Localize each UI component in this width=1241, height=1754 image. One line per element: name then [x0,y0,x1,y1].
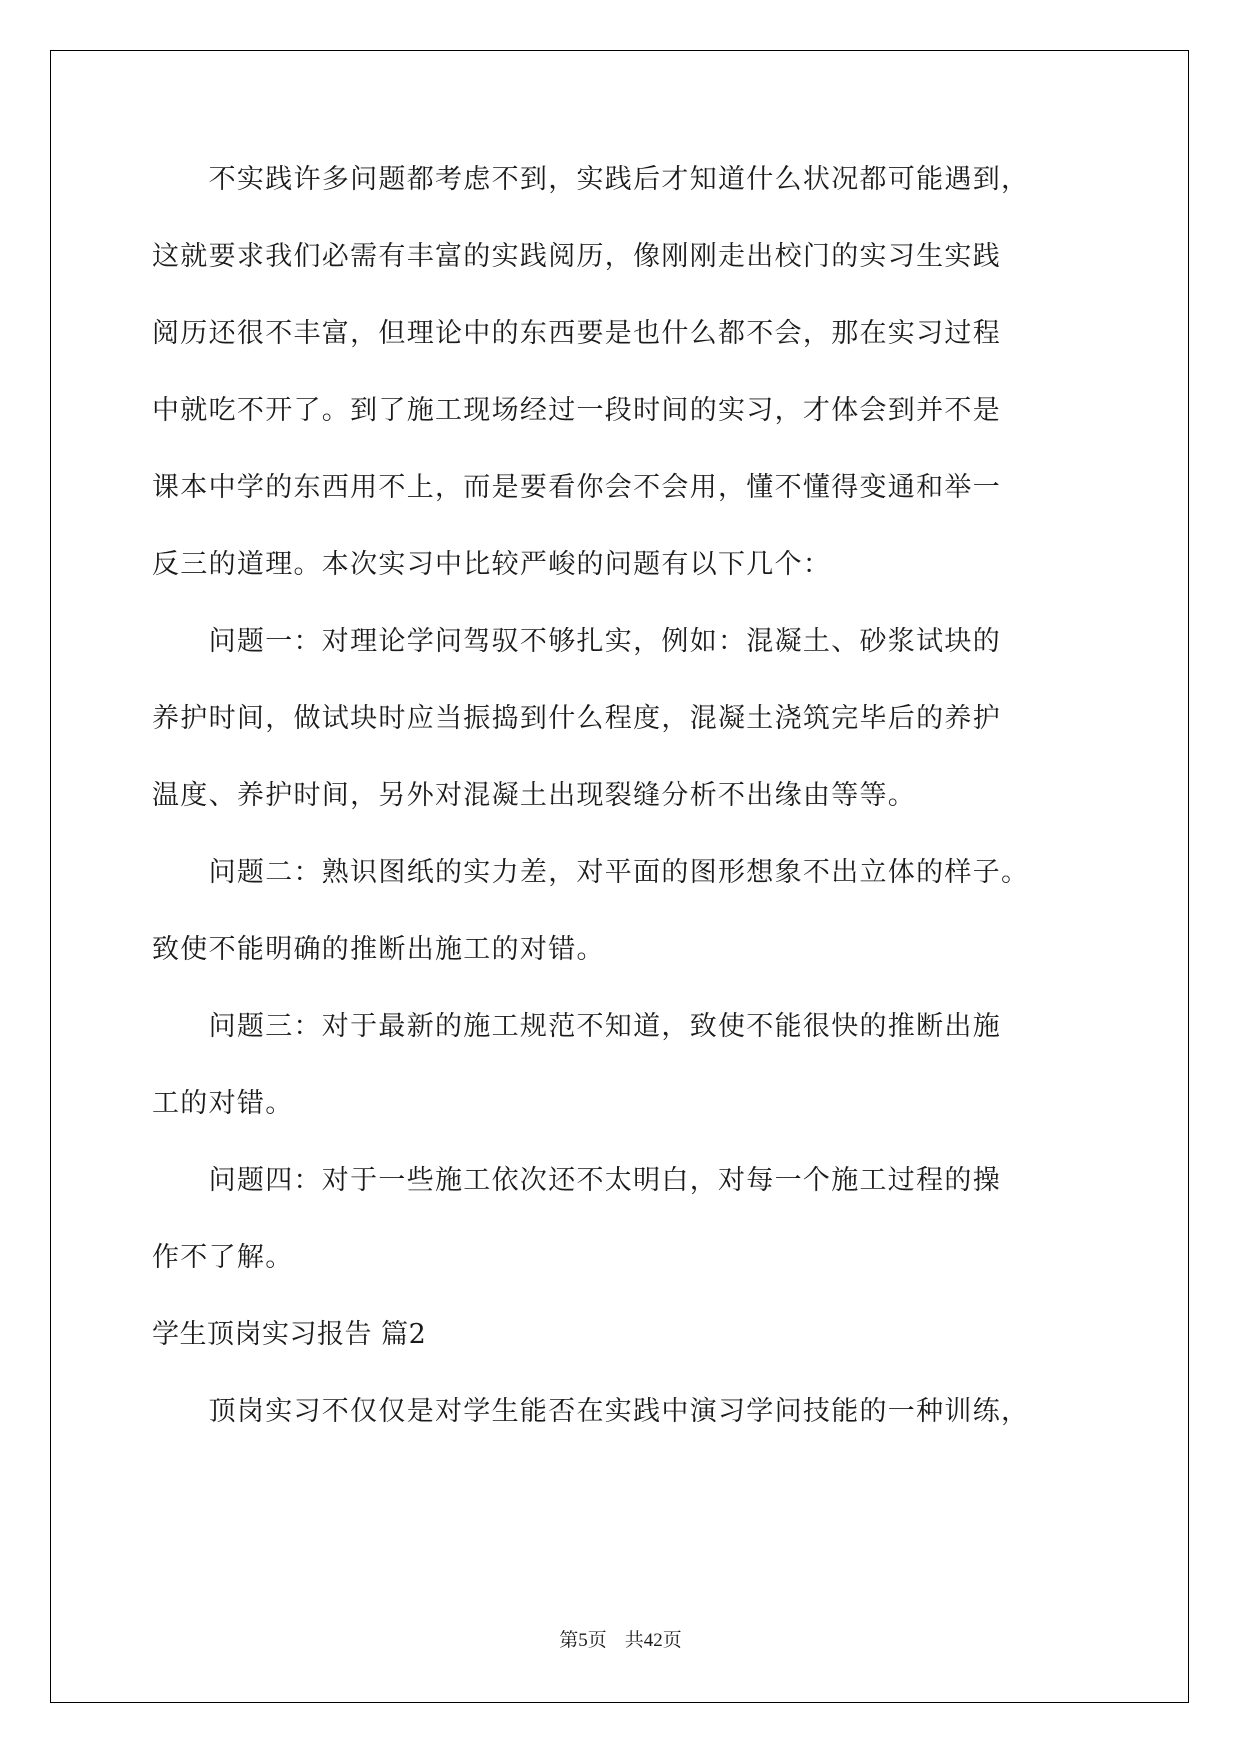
page-footer [0,1625,1241,1652]
page-total: 共42页 [624,1630,682,1651]
body-line: 养护时间，做试块时应当振捣到什么程度，混凝土浇筑完毕后的养护 [152,703,1001,734]
body-line: 温度、养护时间，另外对混凝土出现裂缝分析不出缘由等等。 [152,780,917,811]
body-line: 中就吃不开了。到了施工现场经过一段时间的实习，才体会到并不是 [152,395,1001,426]
body-line: 致使不能明确的推断出施工的对错。 [152,934,605,965]
body-line: 问题二：熟识图纸的实力差，对平面的图形想象不出立体的样子。 [152,857,1030,888]
body-line: 反三的道理。本次实习中比较严峻的问题有以下几个： [152,549,832,580]
body-line: 不实践许多问题都考虑不到，实践后才知道什么状况都可能遇到， [152,164,1030,195]
body-line: 阅历还很不丰富，但理论中的东西要是也什么都不会，那在实习过程 [152,318,1001,349]
body-line: 问题四：对于一些施工依次还不太明白，对每一个施工过程的操 [152,1165,1001,1196]
section-heading: 学生顶岗实习报告 篇2 [152,1319,427,1350]
body-line: 问题三：对于最新的施工规范不知道，致使不能很快的推断出施 [152,1011,1001,1042]
body-line: 顶岗实习不仅仅是对学生能否在实践中演习学问技能的一种训练， [152,1396,1030,1427]
body-line: 课本中学的东西用不上，而是要看你会不会用，懂不懂得变通和举一 [152,472,1001,503]
body-line: 问题一：对理论学问驾驭不够扎实，例如：混凝土、砂浆试块的 [152,626,1001,657]
body-line: 这就要求我们必需有丰富的实践阅历，像刚刚走出校门的实习生实践 [152,241,1001,272]
body-line: 工的对错。 [152,1088,294,1119]
page-number: 第5页 [559,1630,607,1651]
body-line: 作不了解。 [152,1242,294,1273]
